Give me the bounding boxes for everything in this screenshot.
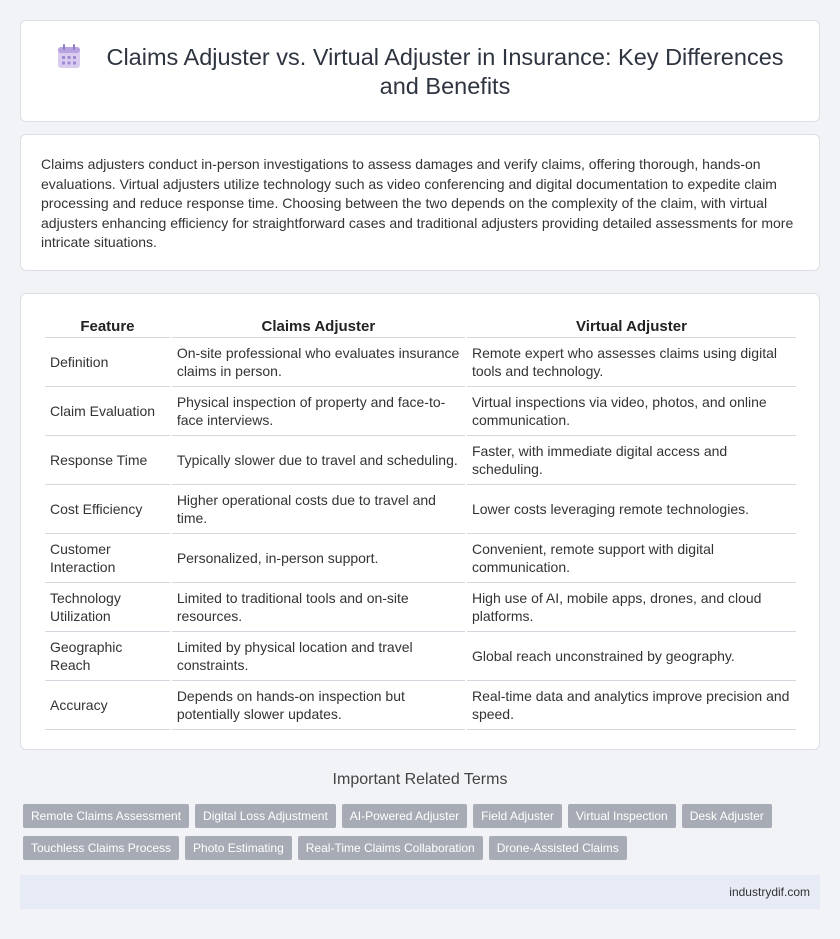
feature-cell: Geographic Reach — [45, 632, 170, 681]
feature-cell: Cost Efficiency — [45, 485, 170, 534]
virtual-adjuster-cell: Convenient, remote support with digital communication. — [467, 534, 796, 583]
table-row — [45, 338, 796, 387]
virtual-adjuster-cell: High use of AI, mobile apps, drones, and cloud platforms. — [467, 583, 796, 632]
related-term-tag[interactable]: Remote Claims Assessment — [23, 804, 189, 828]
claims-adjuster-cell: Higher operational costs due to travel and time. — [172, 485, 465, 534]
related-term-tag[interactable]: Real-Time Claims Collaboration — [298, 836, 483, 860]
claims-adjuster-cell: Personalized, in-person support. — [172, 534, 465, 583]
table-row — [45, 681, 796, 730]
table-row — [45, 534, 796, 583]
feature-cell: Technology Utilization — [45, 583, 170, 632]
related-term-tag[interactable]: Touchless Claims Process — [23, 836, 179, 860]
feature-cell: Accuracy — [45, 681, 170, 730]
title-card — [20, 20, 820, 122]
claims-adjuster-cell: Typically slower due to travel and scheduling. — [172, 436, 465, 485]
comparison-table — [43, 310, 798, 730]
table-row — [45, 436, 796, 485]
feature-cell: Definition — [45, 338, 170, 387]
related-term-tag[interactable]: AI-Powered Adjuster — [342, 804, 467, 828]
related-term-tag[interactable]: Drone-Assisted Claims — [489, 836, 627, 860]
related-term-tag[interactable]: Digital Loss Adjustment — [195, 804, 336, 828]
related-terms-list — [23, 804, 813, 868]
table-row — [45, 632, 796, 681]
feature-cell: Claim Evaluation — [45, 387, 170, 436]
table-header-row — [45, 310, 796, 338]
virtual-adjuster-cell: Remote expert who assesses claims using digital tools and technology. — [467, 338, 796, 387]
virtual-adjuster-cell: Virtual inspections via video, photos, and online communication. — [467, 387, 796, 436]
intro-paragraph: Claims adjusters conduct in-person investigations to assess damages and verify claims, offering thorough, hands-on evaluations. Virtual adjusters utilize technology such as video conferencing and digital documentation to expedite claim processing and reduce response time. Choosing between the two depends on the complexity of the claim, with virtual adjusters enhancing efficiency for straightforward cases and traditional adjusters providing detailed assessments for more intricate situations. — [41, 156, 794, 250]
virtual-adjuster-cell: Real-time data and analytics improve precision and speed. — [467, 681, 796, 730]
related-terms-title: Important Related Terms — [332, 771, 508, 788]
feature-cell: Customer Interaction — [45, 534, 170, 583]
claims-adjuster-cell: Limited to traditional tools and on-site resources. — [172, 583, 465, 632]
page-title: Claims Adjuster vs. Virtual Adjuster in Insurance: Key Differences and Benefits — [106, 44, 784, 99]
virtual-adjuster-cell: Faster, with immediate digital access and scheduling. — [467, 436, 796, 485]
table-row — [45, 485, 796, 534]
related-term-tag[interactable]: Desk Adjuster — [682, 804, 772, 828]
claims-adjuster-cell: Limited by physical location and travel constraints. — [172, 632, 465, 681]
header-feature: Feature — [45, 310, 170, 338]
claims-adjuster-cell: On-site professional who evaluates insurance claims in person. — [172, 338, 465, 387]
related-term-tag[interactable]: Field Adjuster — [473, 804, 562, 828]
header-claims-adjuster: Claims Adjuster — [172, 310, 465, 338]
claims-adjuster-cell: Physical inspection of property and face-to-face interviews. — [172, 387, 465, 436]
footer-site-link[interactable]: industrydif.com — [729, 885, 810, 899]
footer — [20, 875, 820, 909]
table-row — [45, 387, 796, 436]
calendar-icon — [55, 43, 83, 71]
claims-adjuster-cell: Depends on hands-on inspection but potentially slower updates. — [172, 681, 465, 730]
intro-card — [20, 134, 820, 271]
virtual-adjuster-cell: Lower costs leveraging remote technologies. — [467, 485, 796, 534]
related-term-tag[interactable]: Virtual Inspection — [568, 804, 676, 828]
table-row — [45, 583, 796, 632]
header-virtual-adjuster: Virtual Adjuster — [467, 310, 796, 338]
related-term-tag[interactable]: Photo Estimating — [185, 836, 292, 860]
virtual-adjuster-cell: Global reach unconstrained by geography. — [467, 632, 796, 681]
feature-cell: Response Time — [45, 436, 170, 485]
comparison-card — [20, 293, 820, 750]
